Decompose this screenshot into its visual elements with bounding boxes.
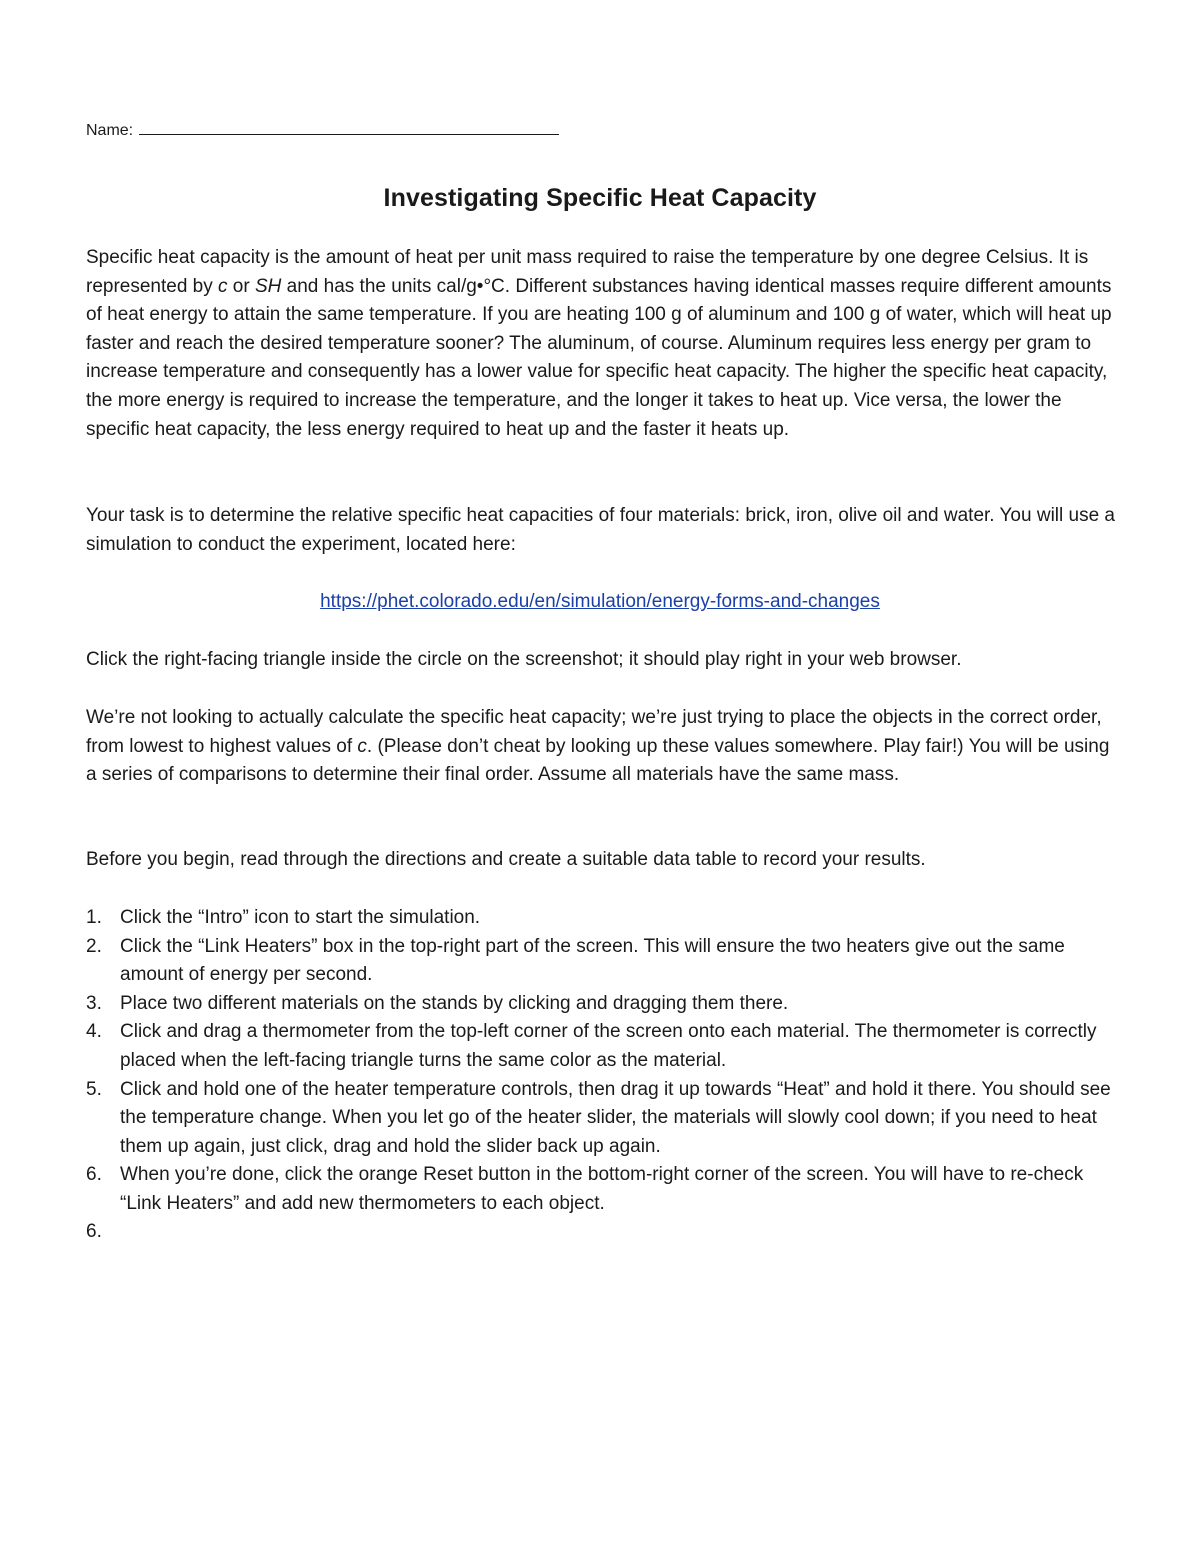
step-number: 3. <box>86 992 102 1014</box>
step-text: Click and hold one of the heater temperature controls, then drag it up towards “Heat” and hold it there. You should see the temperature change. When you let go of the heater slider, the materials will slowly cool down; if you need to heat them up again, just click, drag and hold the slider back up again. <box>120 1078 1111 1157</box>
intro-or: or <box>227 275 255 297</box>
step-item <box>86 1161 1116 1218</box>
step-text: Place two different materials on the stands by clicking and dragging them there. <box>120 992 789 1014</box>
step-item <box>86 990 1116 1019</box>
name-blank-rule <box>139 120 559 135</box>
trailing-list-number: 6. <box>86 1221 102 1242</box>
step-number: 4. <box>86 1021 102 1043</box>
document-title: Investigating Specific Heat Capacity <box>383 184 817 212</box>
ordering-text-2: . (Please don’t cheat by looking up these values somewhere. Play fair!) You will be using a series of comparisons to determine their final order. Assume all materials have the same mass. <box>86 735 1110 786</box>
c-symbol: c <box>218 275 228 297</box>
intro-text-1: Specific heat capacity is the amount of heat per unit mass required to raise the temperature by one degree Celsius. It is represented by <box>86 247 1089 297</box>
step-number: 5. <box>86 1078 102 1100</box>
step-text: Click and drag a thermometer from the top-left corner of the screen onto each material. The thermometer is correctly placed when the left-facing triangle turns the same color as the material. <box>120 1021 1097 1071</box>
ordering-text-1: We’re not looking to actually calculate the specific heat capacity; we’re just trying to place the objects in the correct order, from lowest to highest values of <box>86 707 1102 757</box>
step-item <box>86 1018 1116 1075</box>
task-paragraph: Your task is to determine the relative specific heat capacities of four materials: brick, iron, olive oil and water. You will use a simulation to conduct the experiment, located here: <box>86 505 1115 555</box>
c-symbol-2: c <box>357 735 367 757</box>
step-text: When you’re done, click the orange Reset button in the bottom-right corner of the screen. You will have to re-check “Link Heaters” and add new thermometers to each object. <box>120 1164 1084 1214</box>
click-note-paragraph: Click the right-facing triangle inside the circle on the screenshot; it should play right in your web browser. <box>86 649 962 670</box>
step-item <box>86 904 1116 933</box>
step-number: 2. <box>86 935 102 957</box>
simulation-link[interactable]: https://phet.colorado.edu/en/simulation/energy-forms-and-changes <box>320 591 880 612</box>
instruction-steps-list <box>86 904 1116 1219</box>
step-text: Click the “Intro” icon to start the simulation. <box>120 907 481 928</box>
before-begin-paragraph: Before you begin, read through the directions and create a suitable data table to record your results. <box>86 849 926 870</box>
name-field-line <box>86 120 559 140</box>
link-line <box>0 588 1200 617</box>
intro-text-2: and has the units cal/g•°C. Different substances having identical masses require different amounts of heat energy to attain the same temperature. If you are heating 100 g of aluminum and 100 g of water, which will heat up faster and reach the desired temperature sooner? The aluminum, of course. Aluminum requires less energy per gram to increase temperature and consequently has a lower value for specific heat capacity. The higher the specific heat capacity, the more energy is required to increase the temperature, and the longer it takes to heat up. Vice versa, the lower the specific heat capacity, the less energy required to heat up and the faster it heats up. <box>86 275 1112 440</box>
name-label: Name: <box>86 122 134 139</box>
step-number: 1. <box>86 907 102 928</box>
step-item <box>86 933 1116 990</box>
sh-symbol: SH <box>254 275 282 297</box>
step-number: 6. <box>86 1164 102 1186</box>
step-text: Click the “Link Heaters” box in the top-right part of the screen. This will ensure the two heaters give out the same amount of energy per second. <box>120 935 1065 986</box>
ordering-paragraph <box>86 704 1116 790</box>
step-item <box>86 1076 1116 1162</box>
intro-paragraph <box>86 244 1116 444</box>
